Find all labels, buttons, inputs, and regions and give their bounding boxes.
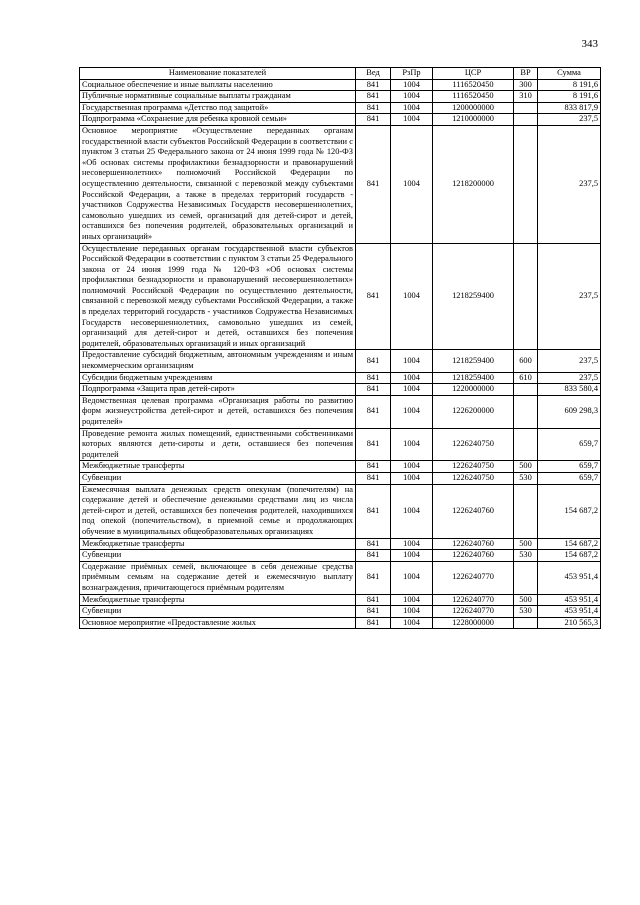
row-name: Межбюджетные трансферты bbox=[80, 461, 356, 473]
row-sum: 833 817,9 bbox=[538, 102, 601, 114]
row-rzpr: 1004 bbox=[391, 461, 433, 473]
row-csr: 1228000000 bbox=[433, 617, 514, 629]
row-ved: 841 bbox=[356, 91, 391, 103]
row-name: Субсидии бюджетным учреждениям bbox=[80, 372, 356, 384]
row-name: Подпрограмма «Сохранение для ребенка кровной семьи» bbox=[80, 114, 356, 126]
row-sum: 609 298,3 bbox=[538, 395, 601, 428]
row-name: Ежемесячная выплата денежных средств опекунам (попечителям) на содержание детей и обеспечение денежными средствами лиц из числа детей-сирот и детей, оставшихся без попечения родителей, находившихся под опекой (попечительством), в приемной семье и продолжающих обучение в муниципальных общеобразовательных организациях bbox=[80, 484, 356, 538]
row-sum: 659,7 bbox=[538, 472, 601, 484]
row-vr bbox=[514, 484, 538, 538]
row-rzpr: 1004 bbox=[391, 561, 433, 594]
table-row bbox=[80, 461, 601, 473]
row-rzpr: 1004 bbox=[391, 594, 433, 606]
row-name: Межбюджетные трансферты bbox=[80, 538, 356, 550]
row-name: Публичные нормативные социальные выплаты гражданам bbox=[80, 91, 356, 103]
table-row bbox=[80, 372, 601, 384]
table-row bbox=[80, 91, 601, 103]
row-ved: 841 bbox=[356, 350, 391, 372]
row-sum: 8 191,6 bbox=[538, 79, 601, 91]
header-vr: ВР bbox=[514, 68, 538, 80]
row-sum: 237,5 bbox=[538, 350, 601, 372]
row-csr: 1218200000 bbox=[433, 125, 514, 243]
row-ved: 841 bbox=[356, 372, 391, 384]
row-name: Осуществление переданных органам государственной власти субъектов Российской Федерации в соответствии с пунктом 3 статьи 25 Федерального закона от 24 июня 1999 года № 120-ФЗ «Об основах системы профилактики безнадзорности и правонарушений несовершеннолетних» полномочий Российской Федерации по осуществлению деятельности, связанной с перевозкой между субъектами Российской Федерации, а также в пределах территорий государств - участников Содружества Независимых Государств несовершеннолетних, самовольно ушедших из семей, организаций для детей-сирот и детей, оставшихся без попечения родителей, образовательных организаций и иных организаций bbox=[80, 243, 356, 350]
row-csr: 1226240760 bbox=[433, 550, 514, 562]
row-csr: 1226240760 bbox=[433, 484, 514, 538]
row-sum: 237,5 bbox=[538, 243, 601, 350]
row-sum: 237,5 bbox=[538, 125, 601, 243]
row-sum: 154 687,2 bbox=[538, 550, 601, 562]
row-ved: 841 bbox=[356, 114, 391, 126]
table-row bbox=[80, 550, 601, 562]
row-ved: 841 bbox=[356, 395, 391, 428]
row-vr: 530 bbox=[514, 550, 538, 562]
row-ved: 841 bbox=[356, 102, 391, 114]
row-rzpr: 1004 bbox=[391, 472, 433, 484]
row-name: Подпрограмма «Защита прав детей-сирот» bbox=[80, 384, 356, 396]
row-csr: 1200000000 bbox=[433, 102, 514, 114]
row-vr: 600 bbox=[514, 350, 538, 372]
row-rzpr: 1004 bbox=[391, 372, 433, 384]
row-ved: 841 bbox=[356, 561, 391, 594]
row-vr: 530 bbox=[514, 472, 538, 484]
page-number: 343 bbox=[581, 38, 598, 50]
row-sum: 154 687,2 bbox=[538, 538, 601, 550]
row-vr: 500 bbox=[514, 594, 538, 606]
row-rzpr: 1004 bbox=[391, 102, 433, 114]
row-rzpr: 1004 bbox=[391, 395, 433, 428]
row-vr: 530 bbox=[514, 606, 538, 618]
row-name: Субвенции bbox=[80, 606, 356, 618]
row-sum: 453 951,4 bbox=[538, 561, 601, 594]
row-name: Основное мероприятие «Предоставление жилых bbox=[80, 617, 356, 629]
row-ved: 841 bbox=[356, 617, 391, 629]
row-vr: 500 bbox=[514, 461, 538, 473]
row-csr: 1226240760 bbox=[433, 538, 514, 550]
row-vr bbox=[514, 617, 538, 629]
row-ved: 841 bbox=[356, 461, 391, 473]
row-csr: 1220000000 bbox=[433, 384, 514, 396]
row-csr: 1116520450 bbox=[433, 79, 514, 91]
row-vr bbox=[514, 243, 538, 350]
row-name: Содержание приёмных семей, включающее в себя денежные средства приёмным семьям на содержание детей и ежемесячную выплату вознаграждения, причитающегося приёмным родителям bbox=[80, 561, 356, 594]
row-name: Ведомственная целевая программа «Организация работы по развитию форм жизнеустройства детей-сирот и детей, оставшихся без попечения родителей» bbox=[80, 395, 356, 428]
row-name: Предоставление субсидий бюджетным, автономным учреждениям и иным некоммерческим организациям bbox=[80, 350, 356, 372]
row-ved: 841 bbox=[356, 79, 391, 91]
table-row bbox=[80, 350, 601, 372]
budget-table bbox=[79, 67, 601, 629]
table-row bbox=[80, 79, 601, 91]
row-name: Государственная программа «Детство под защитой» bbox=[80, 102, 356, 114]
table-row bbox=[80, 617, 601, 629]
row-ved: 841 bbox=[356, 484, 391, 538]
table-header-row bbox=[80, 68, 601, 80]
table-row bbox=[80, 594, 601, 606]
row-csr: 1226240750 bbox=[433, 472, 514, 484]
row-ved: 841 bbox=[356, 550, 391, 562]
row-name: Субвенции bbox=[80, 472, 356, 484]
row-csr: 1218259400 bbox=[433, 243, 514, 350]
table-row bbox=[80, 384, 601, 396]
row-ved: 841 bbox=[356, 594, 391, 606]
table-row bbox=[80, 125, 601, 243]
table-row bbox=[80, 395, 601, 428]
row-vr: 500 bbox=[514, 538, 538, 550]
row-ved: 841 bbox=[356, 472, 391, 484]
row-ved: 841 bbox=[356, 243, 391, 350]
row-csr: 1218259400 bbox=[433, 350, 514, 372]
row-csr: 1226240770 bbox=[433, 606, 514, 618]
row-vr: 310 bbox=[514, 91, 538, 103]
row-name: Социальное обеспечение и иные выплаты населению bbox=[80, 79, 356, 91]
row-csr: 1218259400 bbox=[433, 372, 514, 384]
row-rzpr: 1004 bbox=[391, 484, 433, 538]
row-ved: 841 bbox=[356, 606, 391, 618]
row-rzpr: 1004 bbox=[391, 243, 433, 350]
row-sum: 453 951,4 bbox=[538, 606, 601, 618]
header-csr: ЦСР bbox=[433, 68, 514, 80]
header-sum: Сумма bbox=[538, 68, 601, 80]
row-sum: 453 951,4 bbox=[538, 594, 601, 606]
row-rzpr: 1004 bbox=[391, 91, 433, 103]
row-name: Проведение ремонта жилых помещений, единственными собственниками которых являются дети-сироты и дети, оставшиеся без попечения родителей bbox=[80, 428, 356, 461]
table-row bbox=[80, 243, 601, 350]
row-rzpr: 1004 bbox=[391, 606, 433, 618]
row-csr: 1226240770 bbox=[433, 594, 514, 606]
row-ved: 841 bbox=[356, 125, 391, 243]
row-vr: 610 bbox=[514, 372, 538, 384]
row-sum: 154 687,2 bbox=[538, 484, 601, 538]
row-vr bbox=[514, 384, 538, 396]
row-vr bbox=[514, 102, 538, 114]
table-row bbox=[80, 484, 601, 538]
table-row bbox=[80, 114, 601, 126]
row-rzpr: 1004 bbox=[391, 538, 433, 550]
row-csr: 1210000000 bbox=[433, 114, 514, 126]
row-name: Субвенции bbox=[80, 550, 356, 562]
row-sum: 659,7 bbox=[538, 428, 601, 461]
row-csr: 1226240750 bbox=[433, 428, 514, 461]
row-vr: 300 bbox=[514, 79, 538, 91]
row-csr: 1226240770 bbox=[433, 561, 514, 594]
table-row bbox=[80, 538, 601, 550]
table-row bbox=[80, 561, 601, 594]
header-ved: Вед bbox=[356, 68, 391, 80]
row-rzpr: 1004 bbox=[391, 79, 433, 91]
row-name: Межбюджетные трансферты bbox=[80, 594, 356, 606]
row-sum: 8 191,6 bbox=[538, 91, 601, 103]
row-rzpr: 1004 bbox=[391, 114, 433, 126]
row-rzpr: 1004 bbox=[391, 550, 433, 562]
row-vr bbox=[514, 428, 538, 461]
row-sum: 833 580,4 bbox=[538, 384, 601, 396]
row-ved: 841 bbox=[356, 538, 391, 550]
row-sum: 659,7 bbox=[538, 461, 601, 473]
row-vr bbox=[514, 395, 538, 428]
row-vr bbox=[514, 114, 538, 126]
row-sum: 237,5 bbox=[538, 372, 601, 384]
row-rzpr: 1004 bbox=[391, 125, 433, 243]
row-rzpr: 1004 bbox=[391, 350, 433, 372]
row-name: Основное мероприятие «Осуществление переданных органам государственной власти субъектов Российской Федерации в соответствии с пунктом 3 статьи 25 Федерального закона от 24 июня 1999 года № 120-ФЗ «Об основах системы профилактики безнадзорности и правонарушений несовершеннолетних» полномочий Российской Федерации по осуществлению деятельности, связанной с перевозкой между субъектами Российской Федерации, а также в пределах территорий государств - участников Содружества Независимых Государств несовершеннолетних, самовольно ушедших из семей, организаций для детей-сирот и детей, оставшихся без попечения родителей, образовательных организаций и иных организаций» bbox=[80, 125, 356, 243]
table-row bbox=[80, 428, 601, 461]
row-csr: 1116520450 bbox=[433, 91, 514, 103]
row-sum: 210 565,3 bbox=[538, 617, 601, 629]
row-csr: 1226200000 bbox=[433, 395, 514, 428]
row-ved: 841 bbox=[356, 428, 391, 461]
table-row bbox=[80, 606, 601, 618]
header-name: Наименование показателей bbox=[80, 68, 356, 80]
row-vr bbox=[514, 125, 538, 243]
row-rzpr: 1004 bbox=[391, 617, 433, 629]
row-ved: 841 bbox=[356, 384, 391, 396]
row-rzpr: 1004 bbox=[391, 428, 433, 461]
table-row bbox=[80, 102, 601, 114]
header-rzpr: РзПр bbox=[391, 68, 433, 80]
row-vr bbox=[514, 561, 538, 594]
row-csr: 1226240750 bbox=[433, 461, 514, 473]
table-row bbox=[80, 472, 601, 484]
row-sum: 237,5 bbox=[538, 114, 601, 126]
row-rzpr: 1004 bbox=[391, 384, 433, 396]
